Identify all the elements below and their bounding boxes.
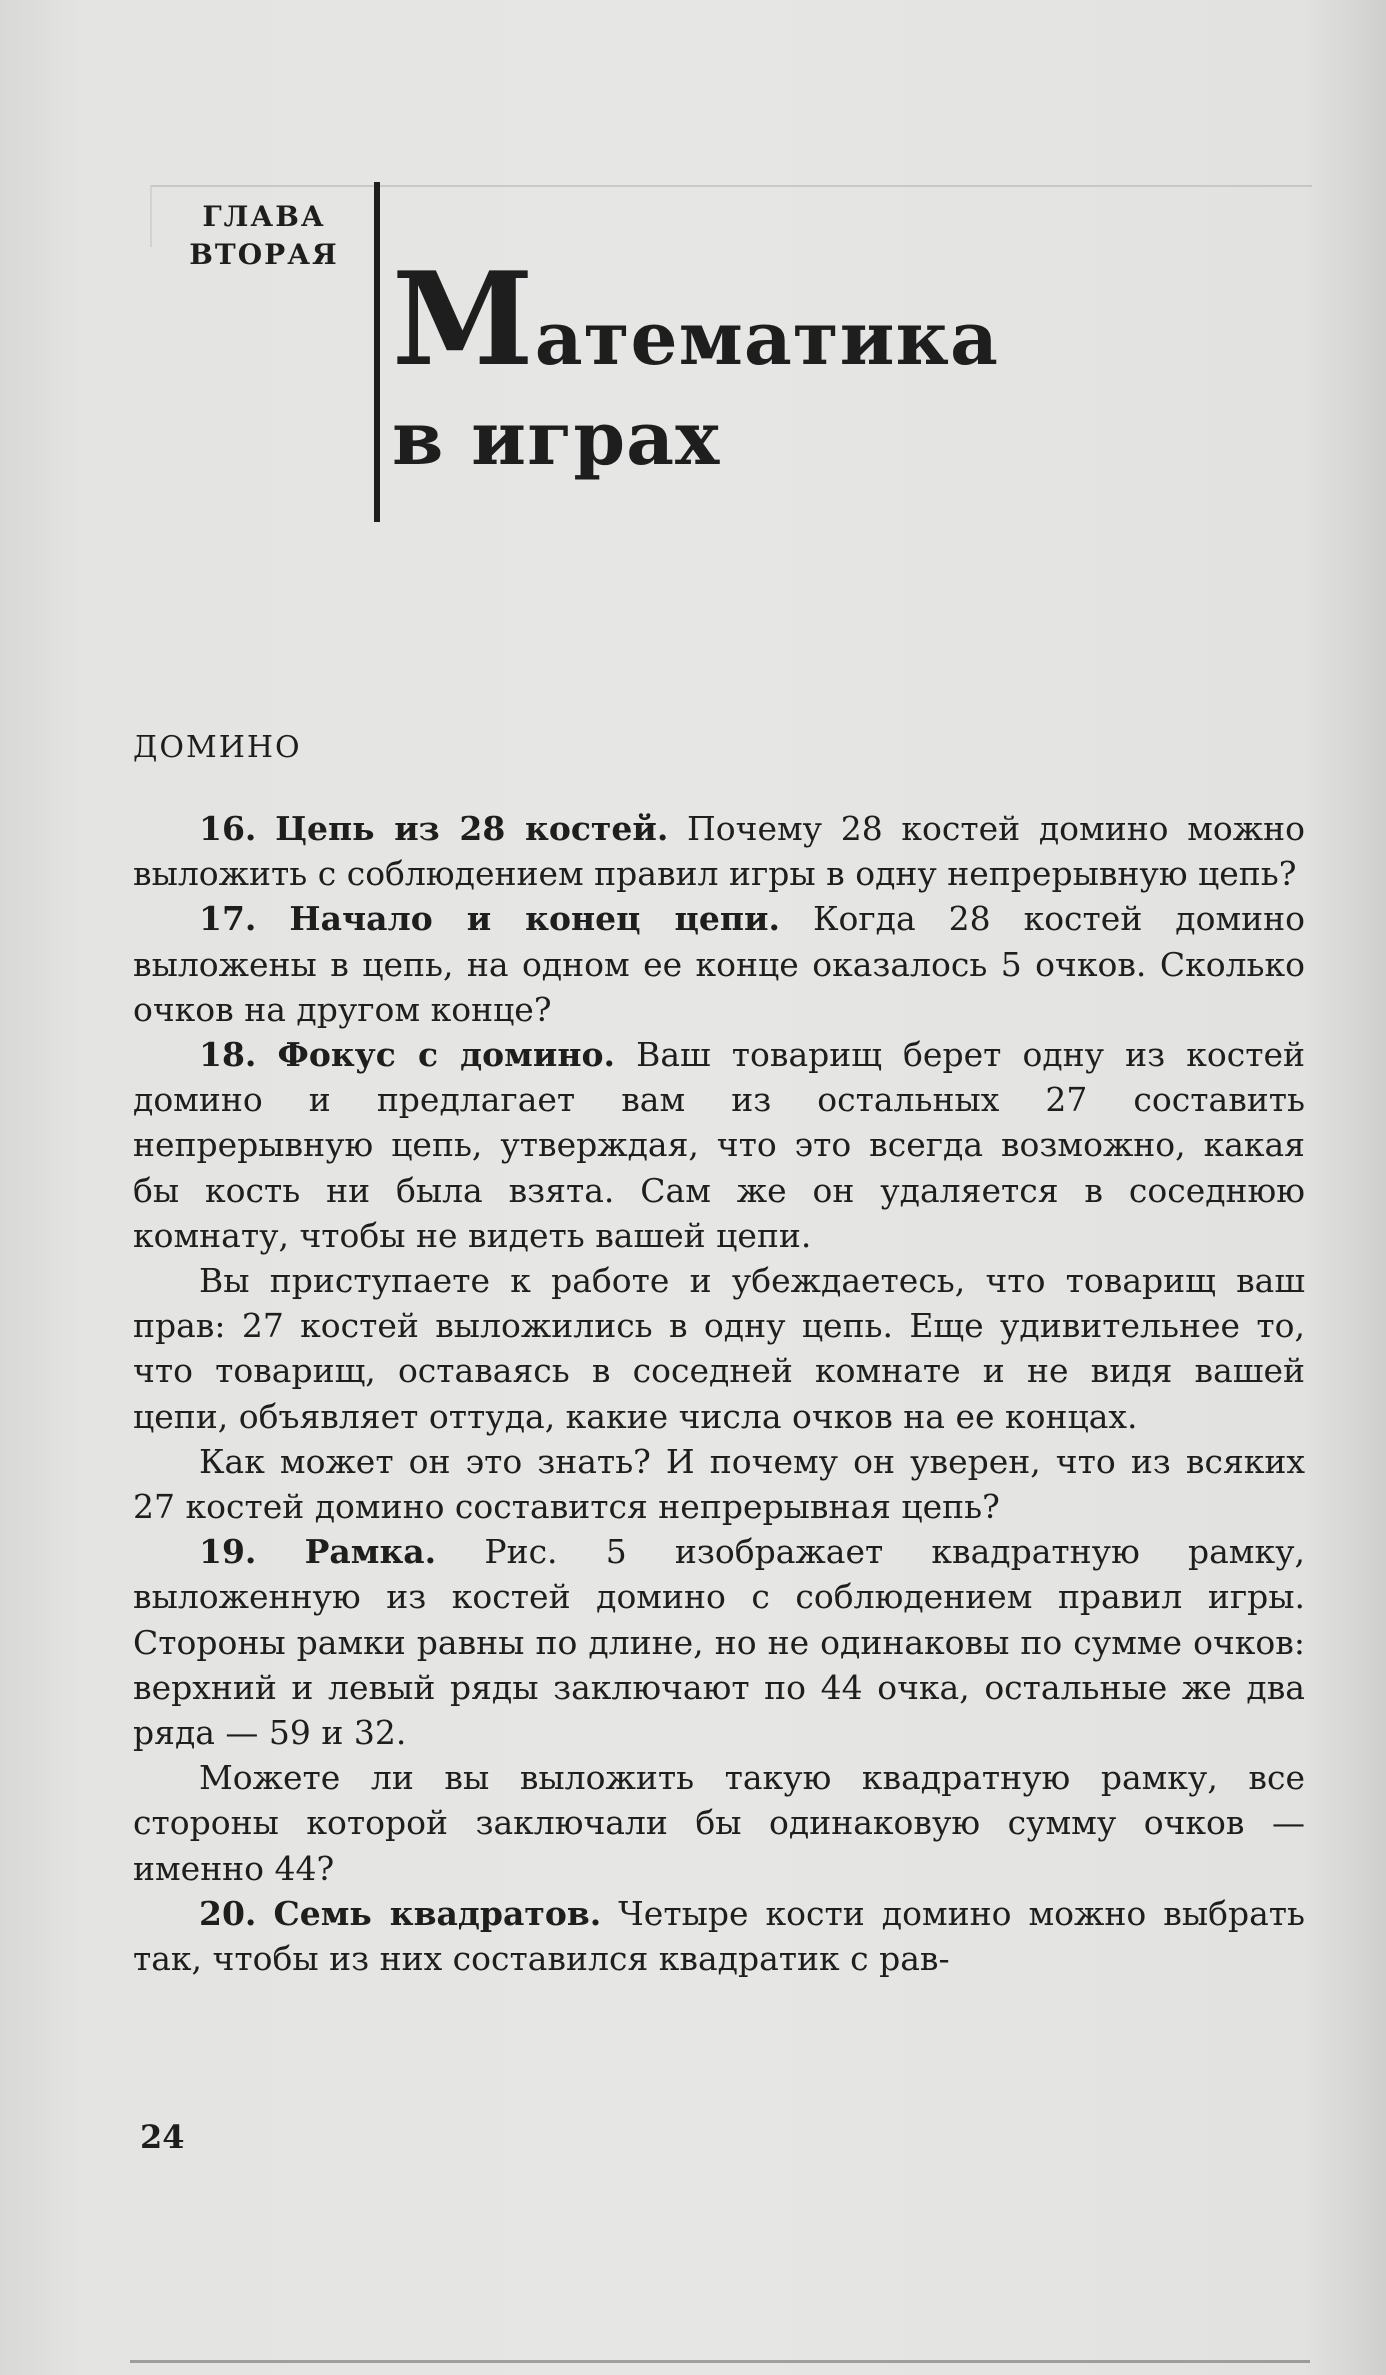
paragraph-text: Вы приступаете к работе и убеждаетесь, что товарищ ваш прав: 27 костей выложились в одну цепь. Еще удивительнее то, что товарищ, оставаясь в соседней комнате и не видя вашей цепи, объявляет оттуда, какие числа очков на ее концах.	[133, 1261, 1305, 1436]
problem-number: 19.	[199, 1532, 257, 1572]
page-bottom-edge	[130, 2360, 1310, 2363]
chapter-label-line1: ГЛАВА	[202, 200, 326, 233]
chapter-label-line2: ВТОРАЯ	[189, 238, 339, 271]
chapter-label	[180, 198, 348, 274]
page-number: 24	[140, 2118, 185, 2156]
body-text	[133, 806, 1305, 1981]
problem-number: 18.	[199, 1035, 257, 1075]
chapter-title-rest: атематика	[534, 296, 999, 382]
paragraph-text: Когда 28 костей домино выложены в цепь, на одном ее конце оказалось 5 очков. Сколько очков на другом конце?	[133, 899, 1305, 1029]
problem-number: 16.	[199, 809, 257, 848]
problem-name: Начало и конец цепи.	[289, 899, 780, 939]
paragraph-text: Почему 28 костей домино можно выложить с соблюдением правил игры в одну непрерывную цепь?	[133, 809, 1305, 894]
chapter-title-line1	[392, 245, 999, 395]
problem-number: 20.	[199, 1893, 257, 1933]
chapter-title-initial: М	[392, 245, 535, 395]
paragraph-text: Можете ли вы выложить такую квадратную рамку, все стороны которой заключали бы одинаковую сумму очков — именно 44?	[133, 1758, 1305, 1888]
paragraph-text: Как может он это знать? И почему он уверен, что из всяких 27 костей домино составится непрерывная цепь?	[133, 1441, 1305, 1527]
problem-name: Семь квадратов.	[273, 1893, 602, 1933]
paragraph	[133, 1891, 1305, 1981]
paragraph	[133, 1439, 1305, 1529]
problem-name: Цепь из 28 костей.	[275, 809, 669, 848]
paragraph-text: Ваш товарищ берет одну из костей домино и предлагает вам из остальных 27 составить непрерывную цепь, утверждая, что это всегда возможно, какая бы кость ни была взята. Сам же он удаляется в соседнюю комнату, чтобы не видеть вашей цепи.	[133, 1035, 1305, 1255]
paragraph	[133, 1032, 1305, 1258]
problem-name: Рамка.	[304, 1532, 437, 1572]
paragraph-text: Четыре кости домино можно выбрать так, чтобы из них составился квадратик с рав-	[133, 1893, 1305, 1979]
paragraph-text: Рис. 5 изображает квадратную рамку, выложенную из костей домино с соблюдением правил игры. Стороны рамки равны по длине, но не одинаковы по сумме очков: верхний и левый ряды заключают по 44 очка, остальные же два ряда — 59 и 32.	[133, 1532, 1305, 1753]
section-heading: ДОМИНО	[133, 730, 302, 765]
chapter-title	[392, 245, 999, 489]
paragraph	[133, 896, 1305, 1032]
paragraph	[133, 1755, 1305, 1891]
paragraph	[133, 1258, 1305, 1439]
problem-name: Фокус с домино.	[277, 1035, 615, 1075]
paragraph	[133, 1529, 1305, 1755]
paragraph	[133, 806, 1305, 896]
problem-number: 17.	[199, 899, 257, 939]
title-vertical-rule	[374, 182, 380, 522]
chapter-title-line2: в играх	[392, 396, 721, 482]
